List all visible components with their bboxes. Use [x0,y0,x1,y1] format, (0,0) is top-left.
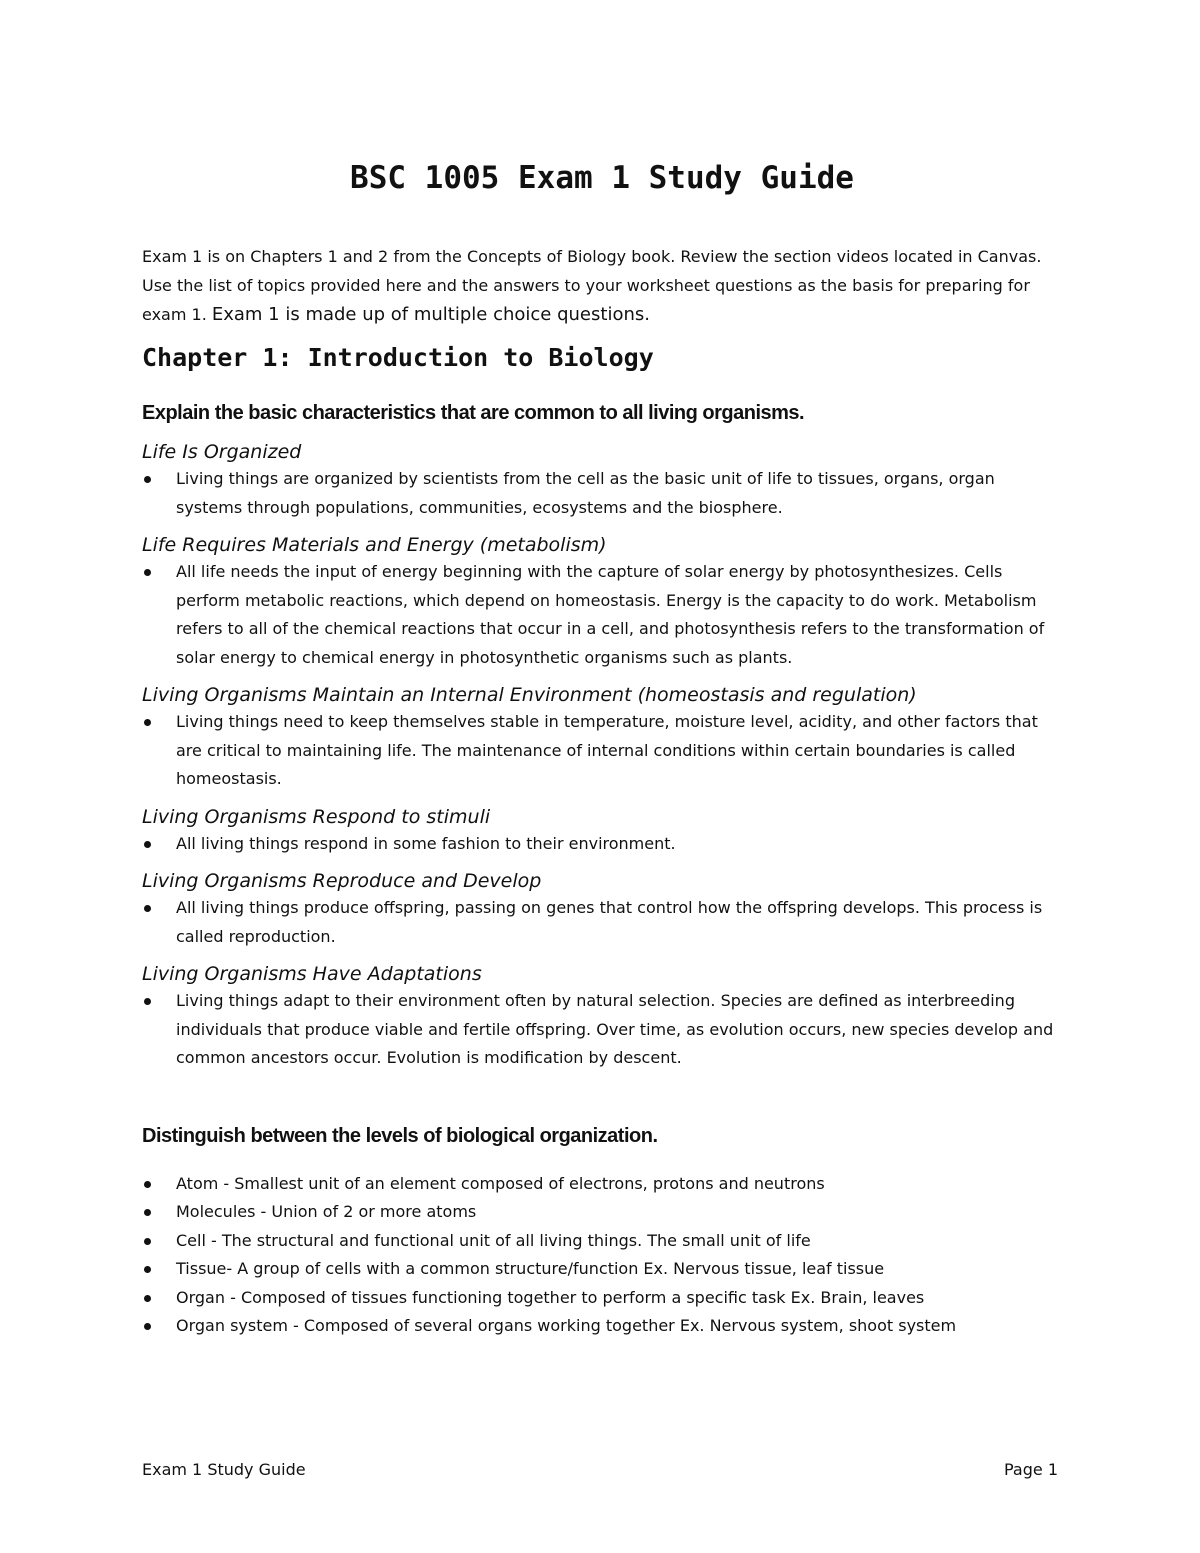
bullet-icon [144,1266,151,1273]
list-item-text: Atom - Smallest unit of an element composed of electrons, protons and neutrons [176,1173,825,1193]
objective-heading-characteristics: Explain the basic characteristics that are common to all living organisms. [142,402,805,424]
list-item [142,1312,1062,1341]
footer-title: Exam 1 Study Guide [142,1460,306,1479]
list-item [142,1227,1062,1256]
bullet-icon [144,1323,151,1330]
bullet-icon [144,1238,151,1245]
list-item [142,708,1062,794]
bullet-list [142,987,1062,1073]
bullet-icon [144,719,151,726]
bullet-icon [144,569,151,576]
bullet-icon [144,1295,151,1302]
document-title: BSC 1005 Exam 1 Study Guide [350,160,854,196]
section-title: Living Organisms Have Adaptations [142,963,482,985]
list-item [142,1170,1062,1199]
section-life-is-organized [142,441,1062,522]
list-item [142,1284,1062,1313]
list-item-text: All living things respond in some fashion to their environment. [176,833,676,853]
section-title: Living Organisms Respond to stimuli [142,805,491,828]
list-item [142,894,1062,951]
intro-paragraph [142,242,1062,329]
list-item [142,1198,1062,1227]
list-item-text: Organ - Composed of tissues functioning together to perform a specific task Ex. Brain, leaves [176,1287,925,1307]
bullet-icon [144,1181,151,1188]
list-item-text: Cell - The structural and functional unit of all living things. The small unit of life [176,1230,811,1250]
section-respond-stimuli [142,806,1062,859]
section-title: Living Organisms Maintain an Internal Environment (homeostasis and regulation) [142,684,917,706]
list-item-text: All life needs the input of energy beginning with the capture of solar energy by photosynthesizes. Cells perform metabolic reactions, which depend on homeostasis. Energy is the capacity to do work. Metabolism refers to all of the chemical reactions that occur in a cell, and photosynthesis refers to the transformation of solar energy to chemical energy in photosynthetic organisms such as plants. [176,562,1045,667]
section-internal-environment [142,684,1062,794]
section-title: Life Is Organized [142,441,302,463]
list-item [142,830,1062,859]
section-adaptations [142,963,1062,1073]
bullet-list [142,465,1062,522]
list-item-text: Living things adapt to their environment often by natural selection. Species are defined as interbreeding individuals that produce viable and fertile offspring. Over time, as evolution occurs, new species develop and common ancestors occur. Evolution is modification by descent. [176,991,1054,1067]
footer-page-number: Page 1 [1004,1460,1058,1479]
list-item [142,1255,1062,1284]
list-item [142,987,1062,1073]
list-item [142,558,1062,672]
section-materials-energy [142,534,1062,672]
document-body [142,160,1062,1353]
bullet-list [142,708,1062,794]
list-item-text: Molecules - Union of 2 or more atoms [176,1202,477,1221]
bullet-icon [144,841,151,848]
list-item-text: Organ system - Composed of several organs working together Ex. Nervous system, shoot system [176,1316,957,1335]
bullet-icon [144,905,151,912]
bullet-icon [144,998,151,1005]
intro-emphasis: Exam 1 is made up of multiple choice questions. [211,304,650,325]
bullet-list [142,558,1062,672]
bullet-icon [144,1209,151,1216]
list-item-text: All living things produce offspring, passing on genes that control how the offspring develops. This process is called reproduction. [176,898,1043,946]
section-title: Life Requires Materials and Energy (metabolism) [142,534,607,556]
intro-text: Exam 1 is on Chapters 1 and 2 from the Concepts of Biology book. Review the section videos located in Canvas. Use the list of topics provided here and the answers to your worksheet questions as the basis for preparing for exam 1. [142,247,1042,324]
list-item [142,465,1062,522]
bullet-list [142,830,1062,859]
section-title: Living Organisms Reproduce and Develop [142,870,542,892]
section-reproduce-develop [142,870,1062,951]
bullet-list [142,894,1062,951]
chapter-heading: Chapter 1: Introduction to Biology [142,343,654,372]
bullet-icon [144,476,151,483]
list-item-text: Living things are organized by scientists from the cell as the basic unit of life to tissues, organs, organ systems through populations, communities, ecosystems and the biosphere. [176,469,995,517]
list-item-text: Tissue- A group of cells with a common structure/function Ex. Nervous tissue, leaf tissue [176,1259,885,1278]
objective-heading-levels: Distinguish between the levels of biological organization. [142,1124,658,1147]
list-item-text: Living things need to keep themselves stable in temperature, moisture level, acidity, and other factors that are critical to maintaining life. The maintenance of internal conditions within certain boundaries is called homeostasis. [176,712,1038,788]
levels-list [142,1170,1062,1341]
